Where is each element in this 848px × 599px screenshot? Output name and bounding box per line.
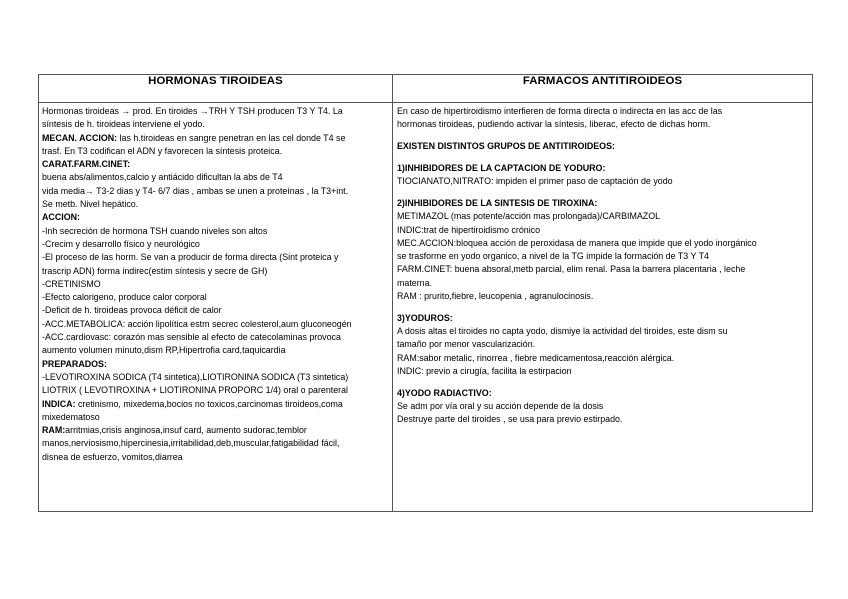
header-hormonas-tiroideas: HORMONAS TIROIDEAS — [39, 75, 393, 103]
blank-line — [397, 153, 812, 162]
text-line: MEC.ACCION:bloquea acción de peroxidasa de manera que impide que el yodo inorgánico — [397, 237, 757, 248]
text-line: Hormonas tiroideas → prod. En tiroides →TRH Y TSH producen T3 Y T4. La — [42, 106, 343, 116]
blank-line — [397, 303, 812, 312]
text-line: ACCION: — [42, 212, 80, 223]
text-line: -ACC.cardiovasc: corazón mas sensible al efecto de catecolaminas provoca — [42, 332, 341, 343]
text-line: síntesis de h. tiroideas interviene el yodo. — [42, 119, 205, 130]
text-line: -Deficit de h. tiroideas provoca déficit de calor — [42, 305, 222, 316]
text-line: buena abs/alimentos,calcio y antiácido dificultan la abs de T4 — [42, 172, 283, 183]
comparison-table — [38, 74, 813, 512]
text-line: se trasforme en yodo organico, a nivel de la TG impide la formación de T3 Y T4 — [397, 251, 709, 262]
text-line: En caso de hipertiroidismo interfieren de forma directa o indirecta en las acc de las — [397, 106, 723, 116]
text-line: LIOTRIX ( LEVOTIROXINA + LIOTIRONINA PROPORC 1/4) oral o parenteral — [42, 385, 349, 396]
text-line: -CRETINISMO — [42, 278, 101, 289]
text-line: FARM.CINET: buena absoral,metb parcial, elim renal. Pasa la barrera placentaria , leche — [397, 264, 746, 275]
blank-line — [397, 378, 812, 387]
text-line: INDIC:trat de hipertiroidismo crónico — [397, 224, 541, 235]
text-line: -Inh secreción de hormona TSH cuando niveles son altos — [42, 225, 268, 236]
text-line: EXISTEN DISTINTOS GRUPOS DE ANTITIROIDEOS: — [397, 141, 615, 152]
header-row — [39, 75, 813, 103]
text-line: Se adm por vía oral y su acción depende de la dosis — [397, 401, 604, 412]
text-line: aumento volumen minuto,dism RP,Hipertrofia card,taquicardia — [42, 345, 286, 356]
text-line: MECAN. ACCION: las h.tiroideas en sangre penetran en las cel donde T4 se — [42, 132, 346, 143]
text-line: 2)INHIBIDORES DE LA SINTESIS DE TIROXINA: — [397, 197, 598, 208]
text-line: PREPARADOS: — [42, 358, 107, 369]
blank-line — [397, 132, 812, 141]
text-line: disnea de esfuerzo, vomitos,diarrea — [42, 451, 183, 462]
text-line: INDIC: previo a cirugía, facilita la estirpacion — [397, 366, 572, 377]
text-line: A dosis altas el tiroides no capta yodo, dismiye la actividad del tiroides, este dism su — [397, 326, 728, 337]
text-line: TIOCIANATO,NITRATO: impiden el primer paso de captación de yodo — [397, 176, 673, 187]
text-line: materna. — [397, 277, 433, 288]
text-line: CARAT.FARM.CINET: — [42, 159, 131, 170]
text-line: -El proceso de las horm. Se van a producir de forma directa (Sint proteica y — [42, 252, 339, 263]
content-row — [39, 103, 813, 512]
text-line: -Crecim y desarrollo físico y neurológico — [42, 238, 200, 249]
text-line: hormonas tiroideas, pudiendo activar la síntesis, liberac, efecto de dichas horm. — [397, 119, 711, 130]
text-line: RAM:arritmias,crisis anginosa,insuf card, aumento sudorac,temblor — [42, 425, 307, 436]
text-line: mixedematoso — [42, 411, 100, 422]
text-line: 4)YODO RADIACTIVO: — [397, 387, 492, 398]
blank-line — [397, 188, 812, 197]
text-line: Destruye parte del tiroides , se usa para previo estirpado. — [397, 414, 623, 425]
text-line: -LEVOTIROXINA SODICA (T4 sintetica),LIOTIRONINA SODICA (T3 sintetica) — [42, 371, 349, 382]
header-farmacos-antitiroideos: FARMACOS ANTITIROIDEOS — [393, 75, 813, 103]
text-line: vida media→ T3-2 dias y T4- 6/7 dias , ambas se unen a proteínas , la T3+int. — [42, 185, 349, 196]
farmacos-cell — [393, 103, 813, 512]
text-line: manos,nerviosismo,hipercinesia,irritabilidad,deb,muscular,fatigabilidad fácil, — [42, 438, 340, 449]
text-line: RAM : prurito,fiebre, leucopenia , agranulocinosis. — [397, 291, 594, 302]
text-line: RAM:sabor metalic, rinorrea , fiebre medicamentosa,reacción alérgica. — [397, 352, 675, 363]
text-line: 3)YODUROS: — [397, 312, 453, 323]
hormonas-text — [39, 103, 392, 464]
text-line: trasf. En T3 codifican el ADN y favorecen la síntesis proteica. — [42, 145, 283, 156]
farmacos-text — [393, 103, 812, 427]
text-line: METIMAZOL (mas potente/acción mas prolongada)/CARBIMAZOL — [397, 211, 661, 222]
hormonas-cell — [39, 103, 393, 512]
text-line: Se metb. Nivel hepático. — [42, 199, 139, 210]
text-line: INDICA: cretinismo, mixedema,bocios no toxicos,carcinomas tiroideos,coma — [42, 398, 343, 409]
text-line: -Efecto calorigeno, produce calor corporal — [42, 292, 207, 303]
text-line: -ACC.METABOLICA: acción lipolítica estm secrec colesterol,aum gluconeogén — [42, 318, 352, 329]
text-line: 1)INHIBIDORES DE LA CAPTACION DE YODURO: — [397, 162, 606, 173]
text-line: trascrip ADN) forma indirec(estim síntesis y secre de GH) — [42, 265, 268, 276]
text-line: tamaño por menor vascularización. — [397, 339, 536, 350]
